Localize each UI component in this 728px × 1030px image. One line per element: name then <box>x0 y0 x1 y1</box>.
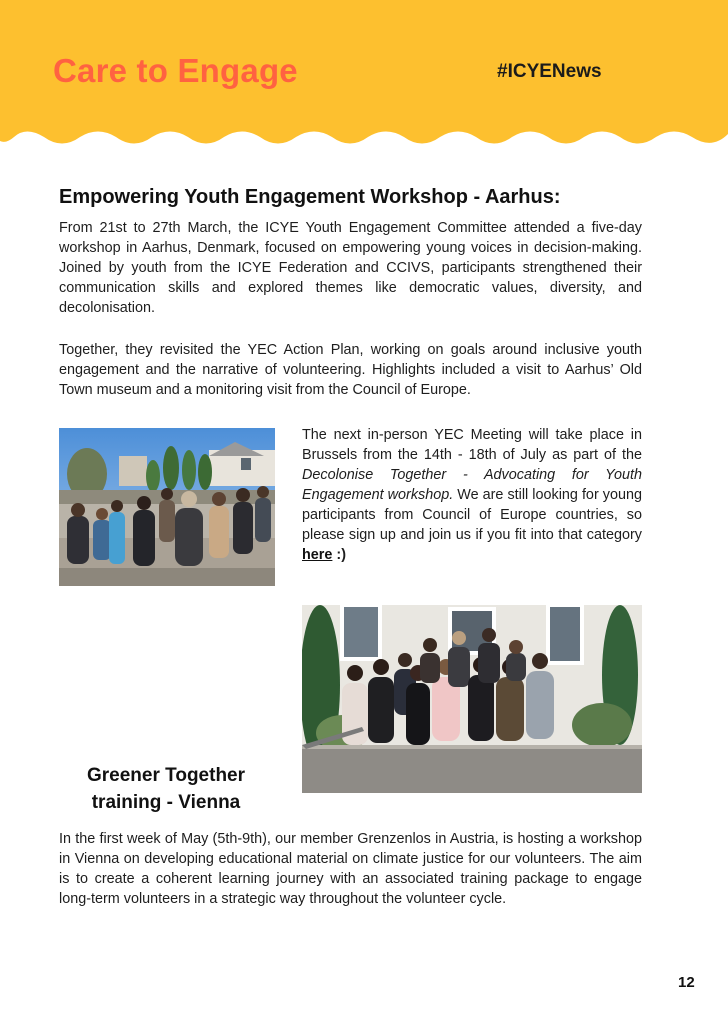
signup-link-suffix: :) <box>332 547 346 563</box>
next-meeting-text-2: We are still looking for young participants from Council of Europe countries, so please sign up and join us if you fit into that category <box>302 487 642 543</box>
photo-group-in-front-of-building <box>302 605 642 793</box>
next-meeting-text-1: The next in-person YEC Meeting will take place in Brussels from the 14th - 18th of July as part of the <box>302 427 642 463</box>
header-band <box>0 0 728 150</box>
section-heading-aarhus: Empowering Youth Engagement Workshop - Aarhus: <box>59 186 561 208</box>
aarhus-paragraph-2: Together, they revisited the YEC Action Plan, working on goals around inclusive youth engagement and the narrative of volunteering. Highlights included a visit to Aarhus’ Old Town museum and a monitoring visit from the Council of Europe. <box>59 342 642 398</box>
signup-link[interactable]: here <box>302 547 333 563</box>
hashtag: #ICYENews <box>497 61 602 82</box>
page-title: Care to Engage <box>53 52 298 89</box>
vienna-paragraph: In the first week of May (5th-9th), our member Grenzenlos in Austria, is hosting a workshop in Vienna on developing educational material on climate justice for our volunteers. The aim is to create a coherent learning journey with an associated training package to engage long-term volunteers in a strategic way throughout the volunteer cycle. <box>59 831 642 907</box>
next-meeting-paragraph <box>302 425 642 565</box>
photo-workshop-outdoor-group <box>59 428 275 586</box>
section-heading-vienna: Greener Together training - Vienna <box>86 765 246 813</box>
aarhus-paragraph-1: From 21st to 27th March, the ICYE Youth Engagement Committee attended a five-day workshop in Aarhus, Denmark, focused on empowering young voices in decision-making. Joined by youth from the ICYE Federation and CCIVS, participants strengthened their communication skills and explored themes like democratic values, diversity, and decolonisation. <box>59 220 642 316</box>
next-meeting-workshop-title: Decolonise Together - Advocating for Youth Engagement workshop. <box>302 467 642 503</box>
page-number: 12 <box>678 974 695 991</box>
